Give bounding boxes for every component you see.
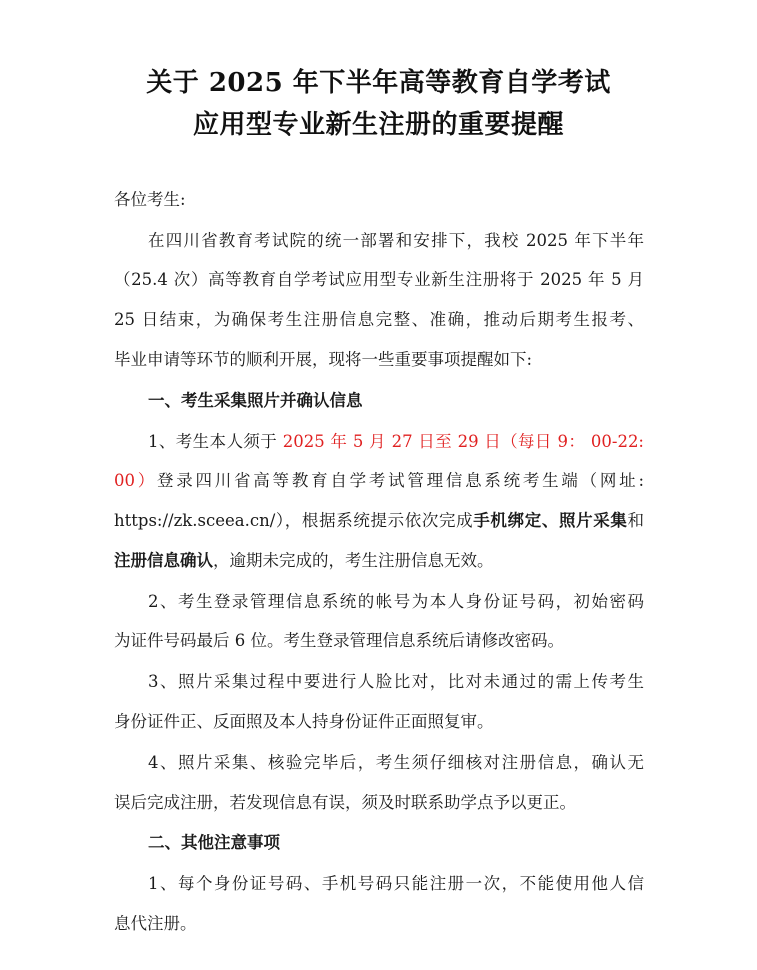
item-1-after-url: ），根据系统提示依次完成 <box>275 511 474 530</box>
item-1-tail: ，逾期未完成的，考生注册信息无效。 <box>213 551 494 570</box>
item-1-system-text: 登录四川省高等教育自学考试管理信息系统考生端（网址: <box>157 471 644 490</box>
section-1-item-1-line-2 <box>114 469 644 493</box>
section-1-item-1-line-3 <box>114 509 644 533</box>
item-1-bold-confirm: 注册信息确认 <box>114 551 213 570</box>
section-1-item-4-line-1: 4、照片采集、核验完毕后，考生须仔细核对注册信息，确认无 <box>148 753 644 772</box>
document-title-line-1: 关于 2025 年下半年高等教育自学考试 <box>146 68 611 98</box>
item-1-bold-steps: 手机绑定、照片采集 <box>473 511 628 530</box>
registration-period-end-text: 00） <box>114 471 158 490</box>
section-1-item-2-line-2: 为证件号码最后 6 位。考生登录管理信息系统后请修改密码。 <box>114 631 564 650</box>
salutation: 各位考生: <box>114 190 186 209</box>
document-title-line-2: 应用型专业新生注册的重要提醒 <box>192 110 564 140</box>
section-2-item-1-line-1: 1、每个身份证号码、手机号码只能注册一次，不能使用他人信 <box>148 874 644 893</box>
item-1-prefix: 1、考生本人须于 <box>148 432 283 451</box>
section-1-item-3-line-1: 3、照片采集过程中要进行人脸比对，比对未通过的需上传考生 <box>148 672 644 691</box>
intro-line-2: （25.4 次）高等教育自学考试应用型专业新生注册将于 2025 年 5 月 <box>114 270 644 289</box>
intro-line-3: 25 日结束，为确保考生注册信息完整、准确，推动后期考生报考、 <box>114 310 644 329</box>
section-1-item-1-line-4 <box>114 549 644 573</box>
section-1-heading: 一、考生采集照片并确认信息 <box>148 391 363 410</box>
section-1-item-1-line-1 <box>148 430 644 454</box>
system-url-link[interactable]: https://zk.sceea.cn/ <box>114 511 276 530</box>
registration-period-text: 2025 年 5 月 27 日至 29 日（每日 9： 00-22: <box>282 432 644 451</box>
section-2-item-1-line-2: 息代注册。 <box>114 914 197 933</box>
item-1-join: 和 <box>627 511 645 530</box>
section-2-heading: 二、其他注意事项 <box>148 833 280 852</box>
section-1-item-3-line-2: 身份证件正、反面照及本人持身份证件正面照复审。 <box>114 712 494 731</box>
section-1-item-4-line-2: 误后完成注册，若发现信息有误，须及时联系助学点予以更正。 <box>114 793 576 812</box>
intro-line-4: 毕业申请等环节的顺利开展，现将一些重要事项提醒如下: <box>114 350 533 369</box>
section-1-item-2-line-1: 2、考生登录管理信息系统的帐号为本人身份证号码，初始密码 <box>148 592 644 611</box>
intro-line-1: 在四川省教育考试院的统一部署和安排下，我校 2025 年下半年 <box>148 231 644 250</box>
